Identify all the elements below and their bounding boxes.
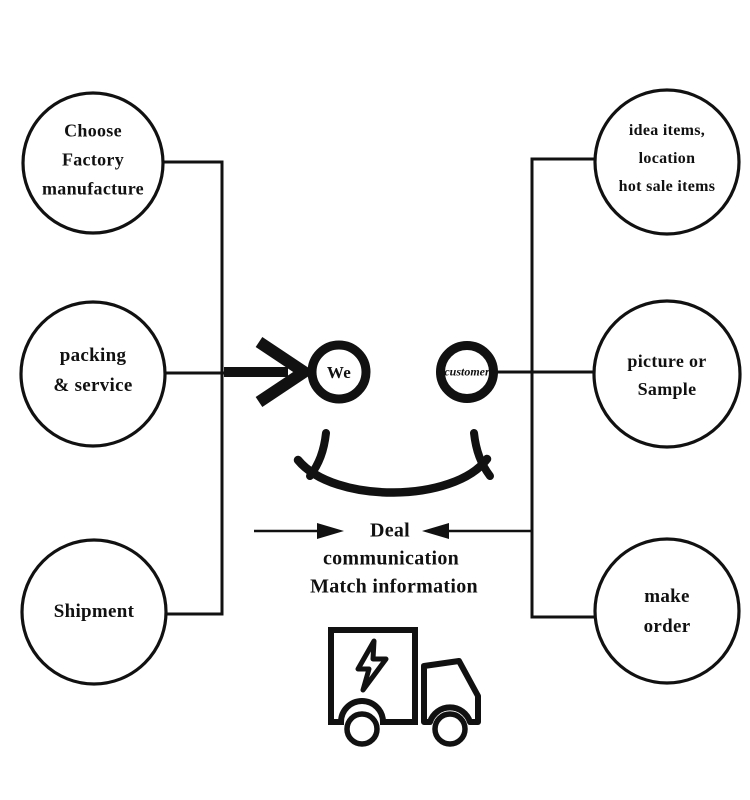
- node-label-idea-items: [619, 117, 716, 201]
- truck-front-wheel: [435, 714, 465, 744]
- node-label-line: Sample: [637, 379, 697, 399]
- node-label-picture-sample: [627, 347, 706, 403]
- node-label-line: order: [643, 616, 691, 637]
- match-information-label: Match information: [310, 575, 478, 598]
- customer-eye-label: customer: [444, 364, 490, 379]
- node-label-line: location: [638, 150, 696, 167]
- truck-rear-wheel: [347, 714, 377, 744]
- node-label-line: make: [644, 586, 690, 607]
- node-label-choose-factory: [42, 117, 144, 204]
- node-label-packing-service: [53, 341, 132, 401]
- we-eye-label: We: [326, 363, 352, 382]
- lightning-bolt-icon: [358, 641, 386, 690]
- deal-label: Deal: [369, 519, 411, 542]
- smile-mouth: [298, 459, 487, 493]
- node-label-line: Choose: [64, 120, 122, 141]
- left-bracket-line: [163, 162, 222, 614]
- node-label-line: Shipment: [53, 601, 135, 622]
- node-label-make-order: [644, 582, 691, 642]
- node-label-shipment: [54, 601, 135, 623]
- node-label-line: picture or: [627, 351, 707, 371]
- bold-right-arrow-icon: [224, 342, 304, 402]
- node-label-line: idea items,: [628, 122, 706, 139]
- node-label-line: hot sale items: [618, 178, 716, 195]
- node-label-line: & service: [53, 375, 133, 396]
- communication-label: communication: [322, 547, 460, 570]
- node-label-line: Factory: [61, 149, 125, 170]
- node-label-line: packing: [59, 345, 127, 366]
- deal-left-arrow-head: [317, 523, 344, 539]
- right-connector-lines: [497, 159, 596, 617]
- deal-right-arrow-head: [422, 523, 449, 539]
- left-connector-lines: [163, 162, 225, 614]
- delivery-truck-icon: [331, 630, 478, 744]
- node-label-line: manufacture: [42, 178, 144, 199]
- right-bracket-line: [532, 159, 596, 617]
- smile-left-tick: [310, 433, 326, 476]
